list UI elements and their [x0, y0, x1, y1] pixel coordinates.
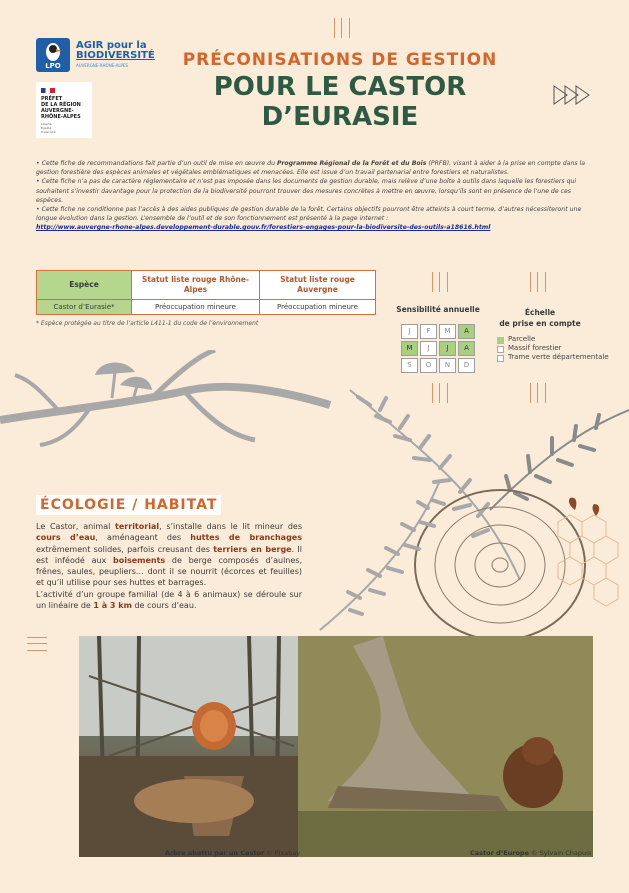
- photo-beaver: [298, 636, 593, 857]
- legend-swatch: [497, 337, 504, 344]
- month-cell: J: [420, 341, 437, 356]
- month-cell: J: [401, 324, 418, 339]
- ecologie-title: ÉCOLOGIE / HABITAT: [36, 495, 221, 515]
- marianne-flag: [41, 88, 55, 93]
- table-header-row: [37, 271, 376, 300]
- table-footnote: * Espèce protégée au titre de l’article L411-1 du code de l’environnement: [36, 320, 259, 327]
- decorative-lines: [530, 272, 546, 292]
- legend-label: Trame verte départementale: [508, 353, 609, 361]
- header-espece: Espèce: [37, 271, 132, 300]
- prefet-text: PRÉFET DE LA RÉGION AUVERGNE- RHÔNE-ALPES: [41, 96, 81, 120]
- caption-photo2: Castor d’Europe © Sylvain Chapuis: [470, 849, 592, 857]
- prefet-logo: [36, 82, 92, 138]
- legend-item: [497, 335, 609, 344]
- felled-tree-drawing: [79, 636, 301, 857]
- puffin-icon: [36, 40, 70, 64]
- lpo-label: LPO: [45, 62, 61, 70]
- photo-felled-tree: [79, 636, 301, 857]
- page-title: POUR LE CASTOR D’EURASIE: [213, 72, 467, 132]
- cell-auvergne: Préoccupation mineure: [259, 300, 375, 315]
- month-cell: F: [420, 324, 437, 339]
- sensibilite-title: Sensibilité annuelle: [396, 305, 480, 314]
- status-table: [36, 270, 376, 315]
- decorative-lines: [432, 272, 448, 292]
- month-cell: M: [439, 324, 456, 339]
- cell-rhone-alpes: Préoccupation mineure: [132, 300, 260, 315]
- agir-line2: BIODIVERSITÉ: [76, 50, 155, 61]
- caption-photo1: Arbre abattu par un Castor © Pixabay: [165, 849, 301, 857]
- month-cell: J: [439, 341, 456, 356]
- legend-label: Parcelle: [508, 335, 536, 343]
- lpo-logo: [36, 38, 70, 72]
- cell-espece: Castor d’Eurasie*: [37, 300, 132, 315]
- month-cell: S: [401, 358, 418, 373]
- intro-paragraph: • Cette fiche n’a pas de caractère réglementaire et n’est pas imposée dans les documents de gestion durable, mais relève d’une boîte à outils dans laquelle les forestiers qui souhaitent s’investir davantage pour la protection de la biodiversité pourront trouver des mesures concrètes à mettre en œuvre, lorsqu’ils sont en présence de l’une de ces espèces.: [36, 178, 577, 204]
- intro-paragraph: • Cette fiche de recommandations fait partie d’un outil de mise en œuvre du Programme Régional de la Forêt et du Bois (PRFB), visant à aider à la prise en compte dans la gestion forestière des espèces animales et végétales emblématiques et menacées. Elle est issue d’un travail partenarial entre forestiers et naturalistes.: [36, 160, 586, 177]
- echelle-title: Échelle de prise en compte: [499, 308, 581, 328]
- intro-paragraph: • Cette fiche ne conditionne pas l’accès à des aides publiques de gestion durable de la forêt. Certains objectifs pourront être atteints à court terme, d’autres nécessiteront une longue évolution dans la gestion. L’ensemble de l’outil et de son fonctionnement est présenté à la page internet :: [36, 206, 582, 223]
- info-link[interactable]: http://www.auvergne-rhone-alpes.developpement-durable.gouv.fr/forestiers-engages-pour-la-biodiversite-des-outils-a18616.html: [36, 224, 491, 232]
- month-cell: A: [458, 341, 475, 356]
- intro-text: [36, 159, 596, 233]
- agir-line1: AGIR pour la: [76, 40, 147, 51]
- header-rhone-alpes: Statut liste rouge Rhône-Alpes: [132, 271, 260, 300]
- prefet-motto: Liberté Égalité Fraternité: [41, 122, 56, 134]
- month-cell: O: [420, 358, 437, 373]
- beaver-drawing: [298, 636, 593, 857]
- legend-label: Massif forestier: [508, 344, 562, 352]
- month-cell: M: [401, 341, 418, 356]
- table-row: [37, 300, 376, 315]
- ecologie-text: Le Castor, animal territorial, s’installe dans le lit mineur des cours d’eau, aménageant des huttes de branchages extrêmement solides, parfois creusant des terriers en berge. Il est inféodé aux boisements de berge composés d’aulnes, frênes, saules, peupliers… dont il se nourrit (écorces et feuilles) et qu’il utilise pour ses huttes et barrages. L’activité d’un groupe familial (de 4 à 6 animaux) se déroule sur un linéaire de 1 à 3 km de cours d’eau.: [36, 522, 303, 611]
- month-cell: N: [439, 358, 456, 373]
- decorative-lines: [334, 18, 350, 38]
- month-cell: A: [458, 324, 475, 339]
- page-subtitle: PRÉCONISATIONS DE GESTION: [182, 50, 498, 70]
- agir-line3: AUVERGNE-RHÔNE-ALPES: [76, 63, 129, 68]
- month-cell: D: [458, 358, 475, 373]
- decorative-dash: [27, 643, 47, 644]
- header-auvergne: Statut liste rouge Auvergne: [259, 271, 375, 300]
